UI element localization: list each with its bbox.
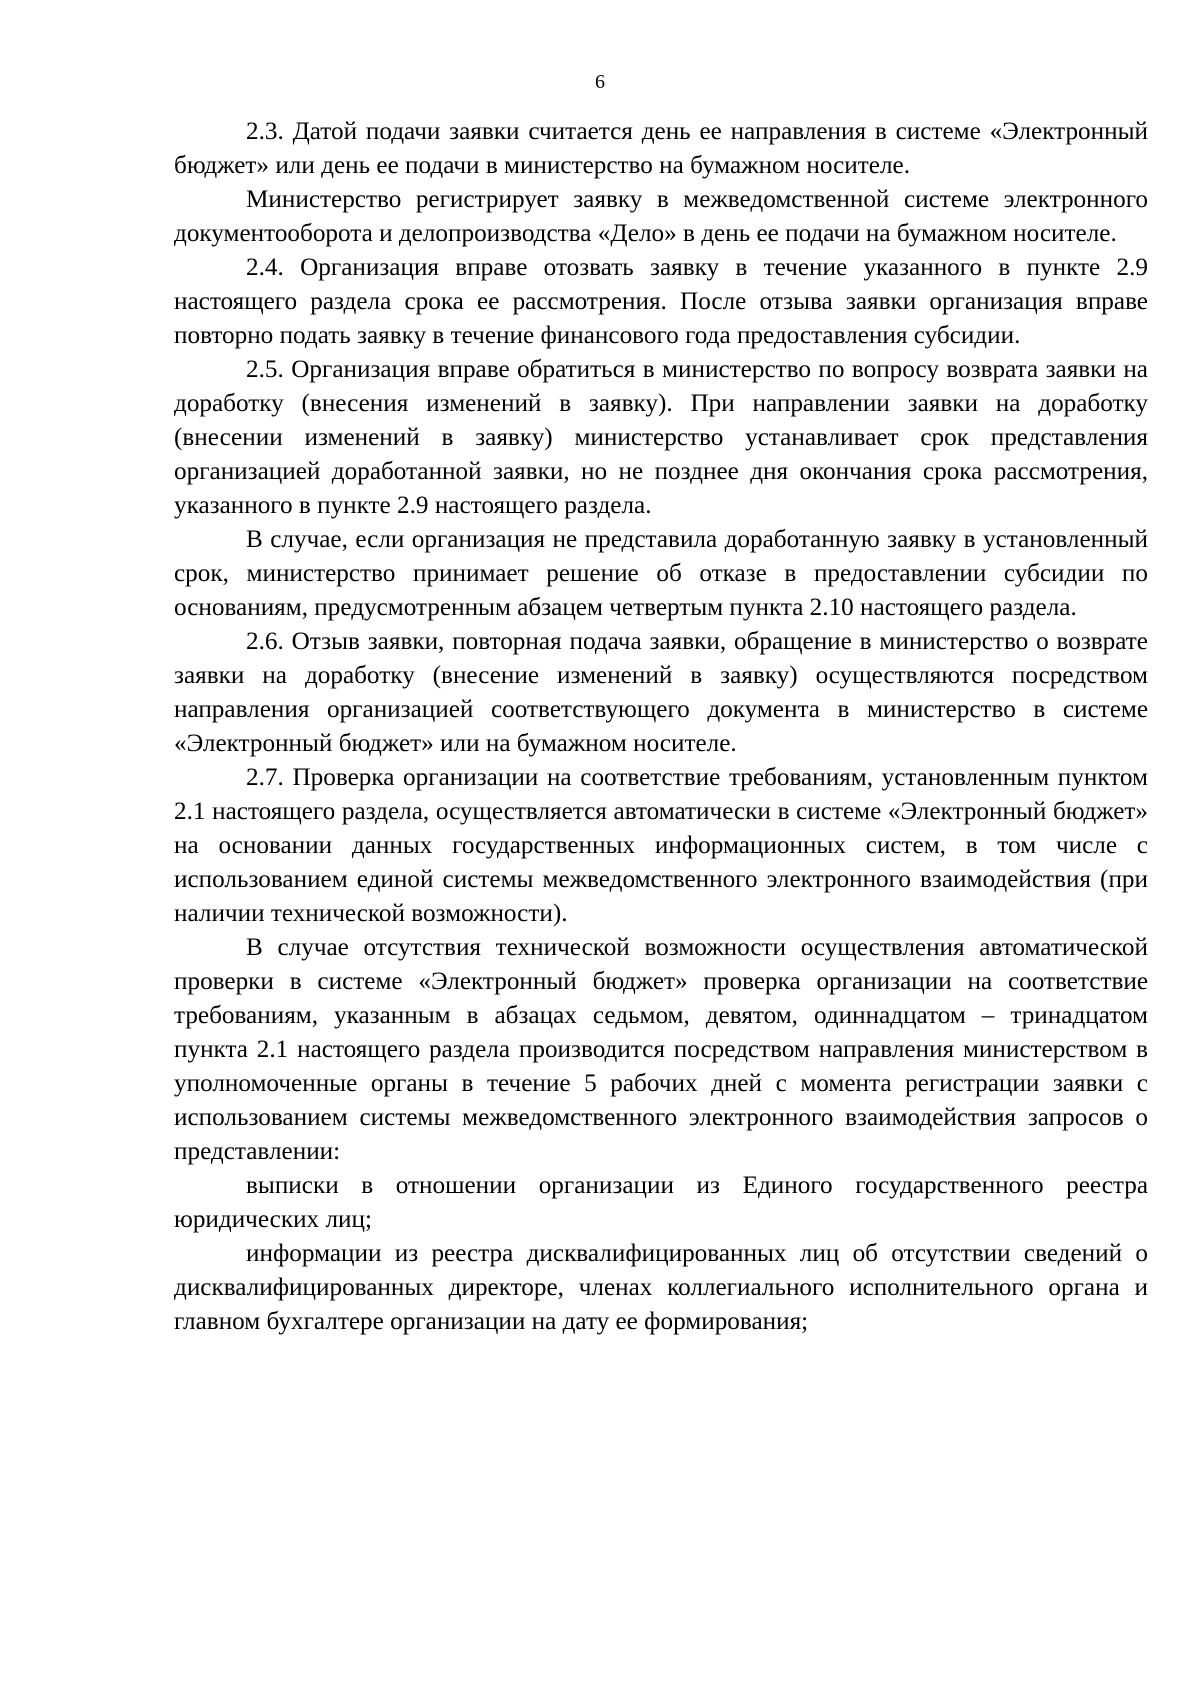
paragraph-egrul-extract: выписки в отношении организации из Единого государственного реестра юридических лиц;: [174, 1172, 1148, 1233]
paragraph-registration: Министерство регистрирует заявку в межведомственной системе электронного документооборота и делопроизводства «Дело» в день ее подачи на бумажном носителе.: [174, 186, 1148, 247]
paragraph-2-5: 2.5. Организация вправе обратиться в министерство по вопросу возврата заявки на доработку (внесения изменений в заявку). При направлении заявки на доработку (внесении изменений в заявку) министерство устанавливает срок представления организацией доработанной заявки, но не позднее дня окончания срока рассмотрения, указанного в пункте 2.9 настоящего раздела.: [174, 356, 1148, 519]
paragraph-2-6: 2.6. Отзыв заявки, повторная подача заявки, обращение в министерство о возврате заявки на доработку (внесение изменений в заявку) осуществляются посредством направления организацией соответствующего документа в министерство в системе «Электронный бюджет» или на бумажном носителе.: [174, 628, 1148, 757]
paragraph-manual-check: В случае отсутствия технической возможности осуществления автоматической проверки в системе «Электронный бюджет» проверка организации на соответствие требованиям, указанным в абзацах седьмом, девятом, одиннадцатом – тринадцатом пункта 2.1 настоящего раздела производится посредством направления министерством в уполномоченные органы в течение 5 рабочих дней с момента регистрации заявки с использованием системы межведомственного электронного взаимодействия запросов о представлении:: [174, 934, 1148, 1165]
paragraph-2-7: 2.7. Проверка организации на соответствие требованиям, установленным пунктом 2.1 настоящего раздела, осуществляется автоматически в системе «Электронный бюджет» на основании данных государственных информационных систем, в том числе с использованием единой системы межведомственного электронного взаимодействия (при наличии технической возможности).: [174, 764, 1148, 927]
document-body: [174, 115, 1148, 1339]
paragraph-refusal: В случае, если организация не представила доработанную заявку в установленный срок, министерство принимает решение об отказе в предоставлении субсидии по основаниям, предусмотренным абзацем четвертым пункта 2.10 настоящего раздела.: [174, 526, 1148, 621]
paragraph-2-4: 2.4. Организация вправе отозвать заявку в течение указанного в пункте 2.9 настоящего раздела срока ее рассмотрения. После отзыва заявки организация вправе повторно подать заявку в течение финансового года предоставления субсидии.: [174, 254, 1148, 349]
paragraph-disqualified-registry: информации из реестра дисквалифицированных лиц об отсутствии сведений о дисквалифицированных директоре, членах коллегиального исполнительного органа и главном бухгалтере организации на дату ее формирования;: [174, 1240, 1148, 1335]
paragraph-2-3: 2.3. Датой подачи заявки считается день ее направления в системе «Электронный бюджет» или день ее подачи в министерство на бумажном носителе.: [174, 118, 1148, 179]
page-number: 6: [595, 71, 605, 93]
